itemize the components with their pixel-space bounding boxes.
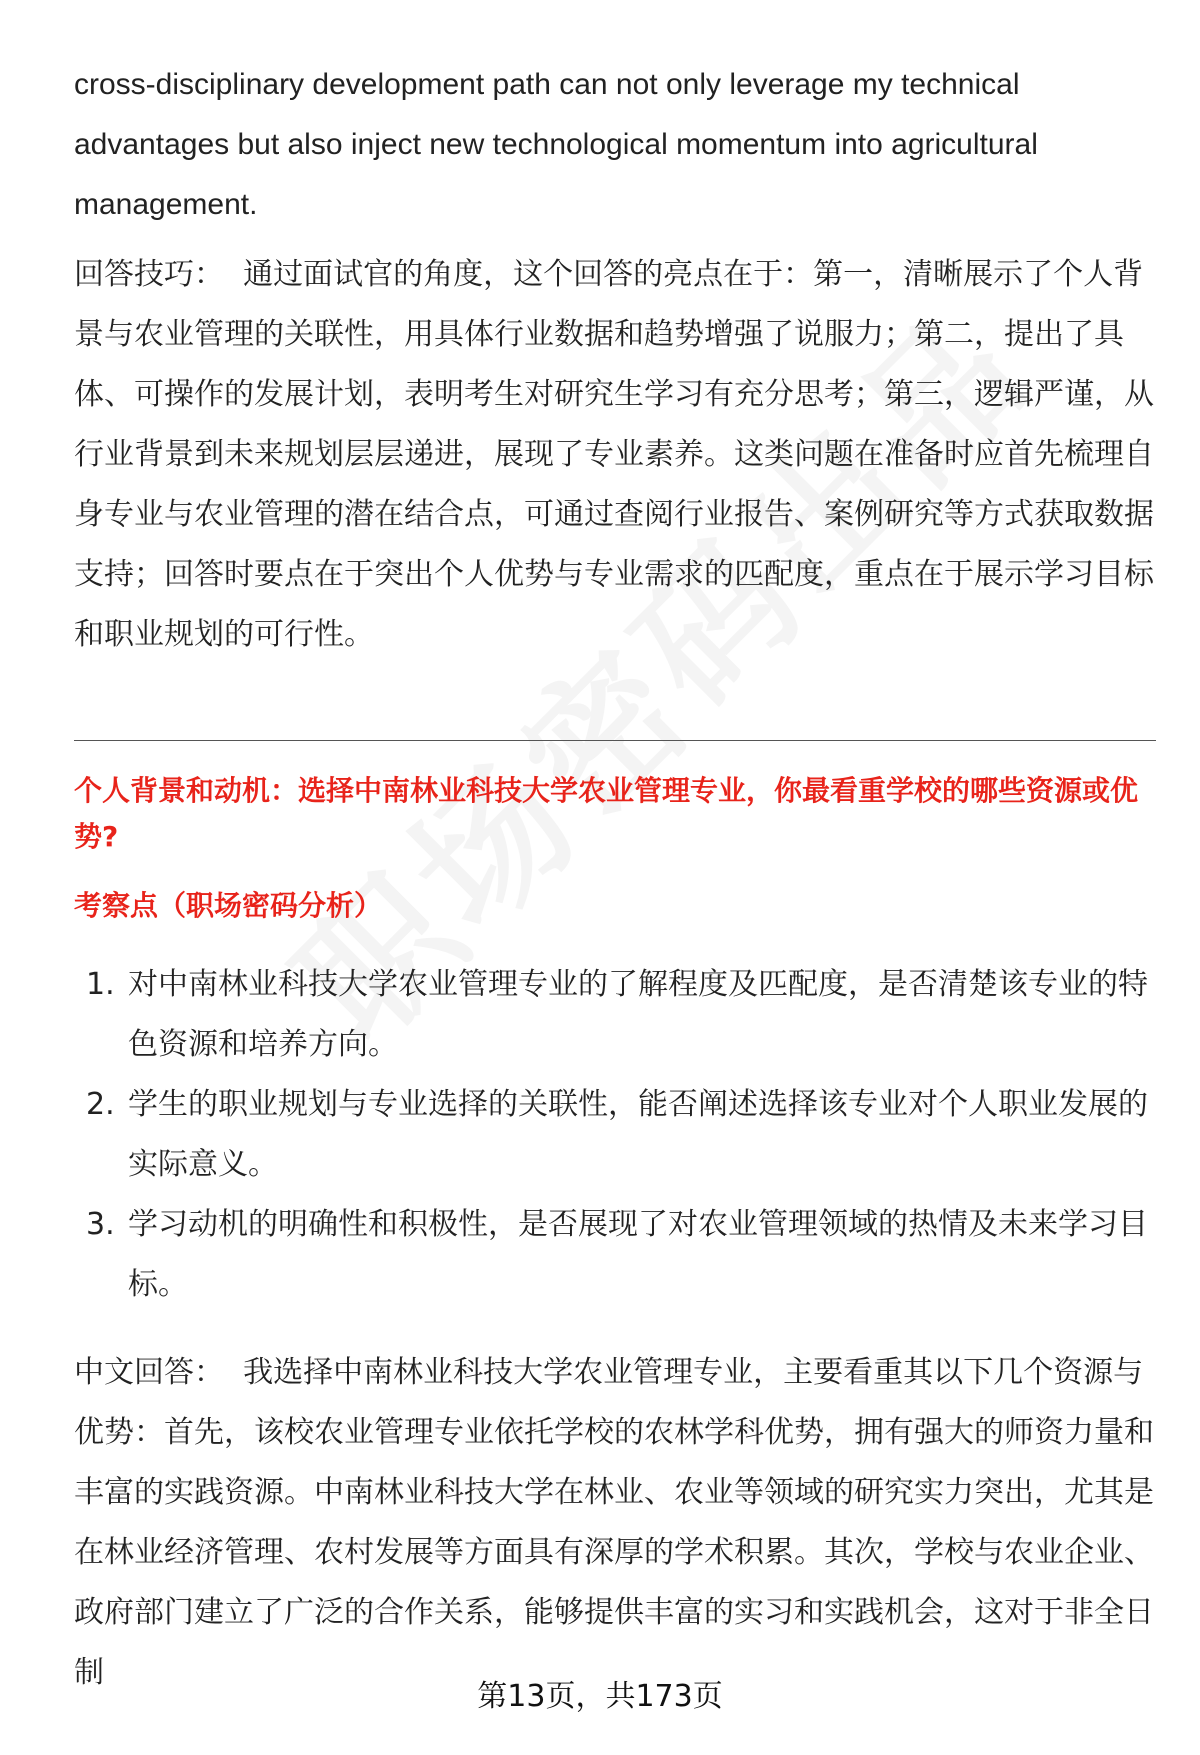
list-item-number: 1. xyxy=(86,967,115,1002)
list-item xyxy=(74,1075,1154,1195)
answer-paragraph xyxy=(74,1343,1154,1703)
list-item-text: 学习动机的明确性和积极性，是否展现了对农业管理领域的热情及未来学习目标。 xyxy=(128,1207,1148,1302)
page-footer: 第13页，共173页 xyxy=(477,1679,723,1714)
list-item-text: 学生的职业规划与专业选择的关联性，能否阐述选择该专业对个人职业发展的实际意义。 xyxy=(128,1087,1148,1182)
tips-text: 通过面试官的角度，这个回答的亮点在于：第一，清晰展示了个人背景与农业管理的关联性，用具体行业数据和趋势增强了说服力；第二，提出了具体、可操作的发展计划，表明考生对研究生学习有充分思考；第三，逻辑严谨，从行业背景到未来规划层层递进，展现了专业素养。这类问题在准备时应首先梳理自身专业与农业管理的潜在结合点，可通过查阅行业报告、案例研究等方式获取数据支持；回答时要点在于突出个人优势与专业需求的匹配度，重点在于展示学习目标和职业规划的可行性。 xyxy=(74,257,1154,652)
tips-paragraph xyxy=(74,245,1154,665)
question-title: 个人背景和动机：选择中南林业科技大学农业管理专业，你最看重学校的哪些资源或优势? xyxy=(74,774,1139,853)
focus-heading: 考察点（职场密码分析） xyxy=(74,889,383,922)
list-item-number: 3. xyxy=(86,1207,115,1242)
list-item xyxy=(74,955,1154,1075)
focus-points-list xyxy=(74,955,1154,1315)
tips-label: 回答技巧： xyxy=(74,257,224,292)
list-item-number: 2. xyxy=(86,1087,115,1122)
answer-text: 我选择中南林业科技大学农业管理专业，主要看重其以下几个资源与优势：首先，该校农业管理专业依托学校的农林学科优势，拥有强大的师资力量和丰富的实践资源。中南林业科技大学在林业、农业等领域的研究实力突出，尤其是在林业经济管理、农村发展等方面具有深厚的学术积累。其次，学校与农业企业、政府部门建立了广泛的合作关系，能够提供丰富的实习和实践机会，这对于非全日制 xyxy=(74,1355,1154,1690)
answer-label: 中文回答： xyxy=(74,1355,224,1390)
section-divider xyxy=(74,740,1156,741)
intro-english-paragraph: cross-disciplinary development path can not only leverage my technical advantages but also inject new technological momentum into agricultural management. xyxy=(74,68,1038,221)
list-item-text: 对中南林业科技大学农业管理专业的了解程度及匹配度，是否清楚该专业的特色资源和培养方向。 xyxy=(128,967,1148,1062)
list-item xyxy=(74,1195,1154,1315)
